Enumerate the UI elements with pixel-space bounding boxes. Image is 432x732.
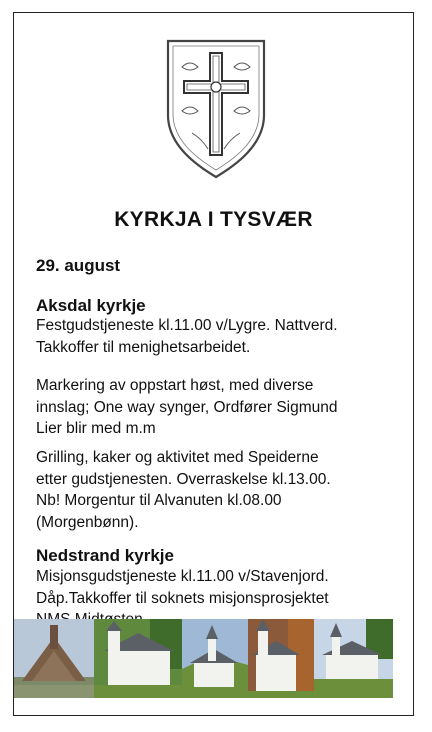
paragraph-nedstrand-1: Misjonsgudstjeneste kl.11.00 v/Stavenjord. Dåp.Takkoffer til soknets misjonsprosjektet xyxy=(36,568,329,607)
church-heading-nedstrand: Nedstrand kyrkje xyxy=(36,546,174,565)
page-title: KYRKJA I TYSVÆR xyxy=(114,208,313,231)
church-photo-strip xyxy=(14,619,413,698)
announcement-frame xyxy=(13,12,414,716)
church-heading-aksdal: Aksdal kyrkje xyxy=(36,296,146,315)
date-heading: 29. august xyxy=(36,256,121,275)
church-cross-shield-icon xyxy=(164,37,268,179)
paragraph-aksdal-3: Grilling, kaker og aktivitet med Speiderne etter gudstjenesten. Overraskelse kl.13.00. Nb! Morgentur til Alvanuten kl.08.00 (Morgenbønn). xyxy=(36,449,331,531)
hillside-church-photo xyxy=(182,619,248,698)
white-church-photo xyxy=(94,619,182,698)
stone-church-photo xyxy=(248,619,314,698)
modern-church-photo xyxy=(14,619,94,698)
paragraph-aksdal-2: Markering av oppstart høst, med diverse innslag; One way synger, Ordfører Sigmund Lier blir med m.m xyxy=(36,377,338,437)
paragraph-aksdal-1: Festgudstjeneste kl.11.00 v/Lygre. Nattverd. Takkoffer til menighetsarbeidet. xyxy=(36,317,338,356)
seaside-church-photo xyxy=(314,619,393,698)
